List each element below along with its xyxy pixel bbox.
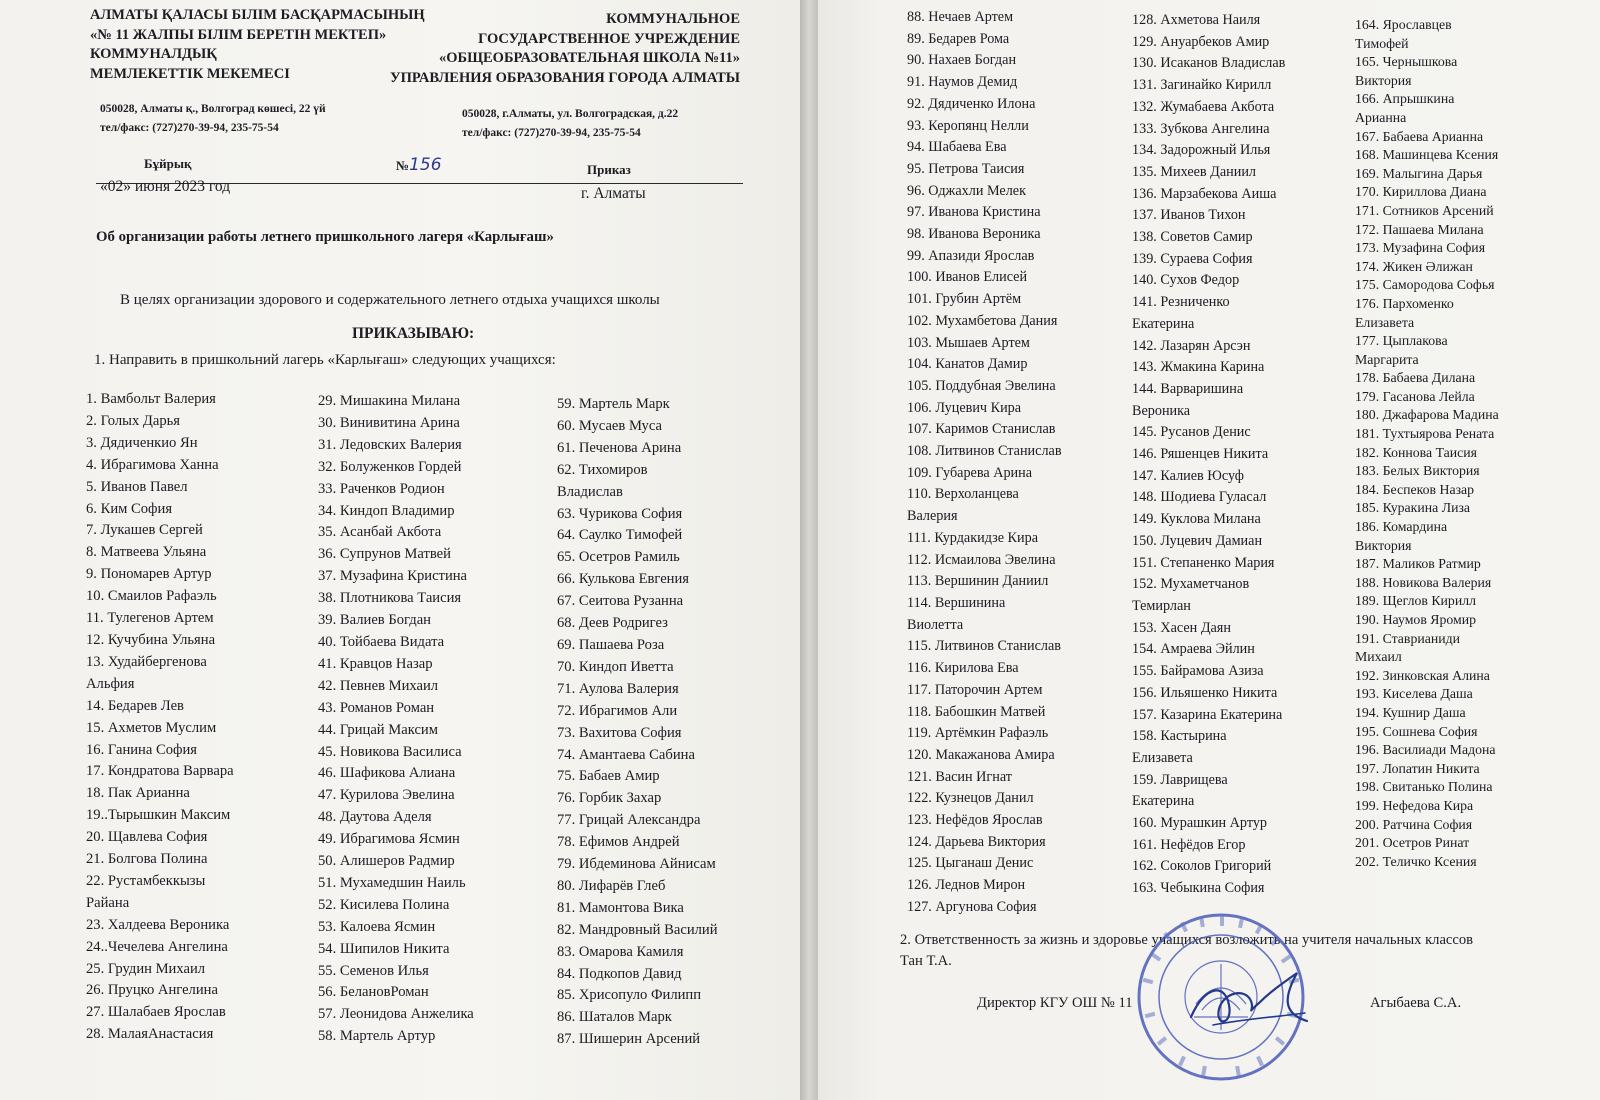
student-list-item: 82. Мандровный Василий [557,921,718,938]
student-list-item: Владислав [557,483,623,500]
student-list-item: 187. Маликов Ратмир [1355,556,1481,572]
student-list-item: 165. Чернышкова [1355,54,1458,70]
student-list-item: 161. Нефёдов Егор [1132,836,1246,853]
student-list-item: 90. Нахаев Богдан [907,52,1017,69]
student-list-item: 94. Шабаева Ева [907,139,1007,156]
student-list-item: 99. Апазиди Ярослав [907,247,1035,264]
student-list-item: 63. Чурикова София [557,505,683,522]
student-list-item: 125. Цыганаш Денис [907,855,1034,872]
student-list-item: 123. Нефёдов Ярослав [907,812,1043,829]
student-list-item: 170. Кириллова Диана [1355,184,1487,200]
student-list-item: 49. Ибрагимова Ясмин [318,831,460,848]
order-preamble: В целях организации здорового и содержательного летнего отдыха учащихся школы [120,292,660,308]
student-list-item: 87. Шишерин Арсений [557,1031,701,1048]
student-list-item: 157. Казарина Екатерина [1132,706,1283,723]
header-kz-line: МЕМЛЕКЕТТІК МЕКЕМЕСІ [90,65,290,82]
student-list-item: 156. Ильяшенко Никита [1132,684,1278,701]
student-list-item: 180. Джафарова Мадина [1355,407,1499,423]
student-list-item: 7. Лукашев Сергей [86,522,203,539]
order-city: г. Алматы [581,185,646,202]
student-list-item: 55. Семенов Илья [318,962,429,979]
student-list-item: 179. Гасанова Лейла [1355,388,1475,404]
student-list-item: 98. Иванова Вероника [907,226,1041,243]
student-list-item: 182. Коннова Таисия [1355,444,1478,460]
student-list-item: 107. Каримов Станислав [907,421,1056,438]
student-list-item: 160. Мурашкин Артур [1132,815,1268,832]
student-list-item: 201. Осетров Ринат [1355,835,1470,851]
student-list-item: 21. Болгова Полина [86,851,208,868]
number-sign: № [396,158,410,173]
page-gutter [800,0,818,1100]
student-list-item: 74. Амантаева Сабина [557,746,695,763]
student-list-item: 169. Малыгина Дарья [1355,165,1483,181]
student-list-item: 6. Ким София [86,500,173,517]
student-list-item: 151. Степаненко Мария [1132,554,1275,571]
student-list-item: 139. Сураева София [1132,250,1253,267]
student-column-4 [907,7,1062,919]
student-list-item: 69. Пашаева Роза [557,636,665,653]
student-list-item: 5. Иванов Павел [86,478,188,495]
student-list-item: 120. Макажанова Амира [907,746,1055,763]
student-list-item: 27. Шалабаев Ярослав [86,1004,226,1021]
student-list-item: 145. Русанов Денис [1132,424,1251,441]
student-list-item: 48. Даутова Аделя [318,809,432,826]
student-list-item: 178. Бабаева Дилана [1355,370,1476,386]
order-item-2-line: Тан Т.А. [900,953,952,969]
student-list-item: 83. Омарова Камиля [557,943,684,960]
student-list-item: 142. Лазарян Арсэн [1132,337,1251,354]
student-list-item: 144. Варваришина [1132,380,1244,397]
student-list-item: Виктория [1355,72,1412,88]
student-list-item: 132. Жумабаева Акбота [1132,98,1275,115]
address-ru-line: 050028, г.Алматы, ул. Волгоградская, д.22 [462,108,679,120]
student-list-item: 46. Шафикова Алиана [318,765,456,782]
order-title: Об организации работы летнего пришкольного лагеря «Карлығаш» [96,229,554,245]
student-list-item: Маргарита [1355,351,1419,367]
student-list-item: 174. Жикен Әлижан [1355,258,1473,274]
student-list-item: 2. Голых Дарья [86,412,180,429]
student-list-item: Елизавета [1132,749,1193,766]
student-list-item: 3. Дядиченкио Ян [86,434,198,451]
header-ru [360,10,740,88]
student-list-item: 101. Грубин Артём [907,291,1022,308]
student-list-item: 188. Новикова Валерия [1355,574,1492,590]
student-list-item: 59. Мартель Марк [557,396,670,412]
student-list-item: 109. Губарева Арина [907,464,1033,481]
student-list-item: 62. Тихомиров [557,461,648,478]
student-list-item: 22. Рустамбеккызы [86,872,206,889]
student-list-item: 184. Беспеков Назар [1355,481,1475,497]
student-list-item: 28. МалаяАнастасия [86,1026,214,1043]
student-list-item: 195. Сошнева София [1355,723,1478,739]
student-list-item: 116. Кирилова Ева [907,660,1019,677]
student-list-item: 199. Нефедова Кира [1355,797,1474,813]
order-label-kz: Бұйрық [144,156,192,171]
student-list-item: 115. Литвинов Станислав [907,638,1061,655]
student-list-item: 25. Грудин Михаил [86,960,206,977]
student-list-item: 104. Канатов Дамир [907,356,1028,373]
student-list-item: 133. Зубкова Ангелина [1132,120,1270,137]
student-list-item: 66. Кулькова Евгения [557,571,689,588]
student-list-item: 129. Ануарбеков Амир [1132,33,1270,50]
student-list-item: Елизавета [1355,314,1415,330]
student-list-item: Виолетта [907,616,964,633]
student-list-item: 58. Мартель Артур [318,1028,436,1045]
student-list-item: 24..Чечелева Ангелина [86,938,228,955]
student-list-item: 134. Задорожный Илья [1132,142,1271,159]
student-list-item: 12. Кучубина Ульяна [86,631,216,648]
student-list-item: 79. Ибдеминова Айнисам [557,856,716,873]
student-list-item: 118. Бабошкин Матвей [907,703,1046,720]
student-list-item: 196. Василиади Мадона [1355,742,1496,758]
student-list-item: 10. Смаилов Рафаэль [86,588,217,605]
student-list-item: 177. Цыплакова [1355,333,1448,349]
student-list-item: 122. Кузнецов Данил [907,790,1034,807]
student-list-item: 171. Сотников Арсений [1355,202,1494,218]
student-list-item: 166. Апрышкина [1355,91,1455,107]
student-list-item: 65. Осетров Рамиль [557,549,680,566]
student-list-item: 153. Хасен Даян [1132,619,1231,636]
student-list-item: 110. Верхоланцева [907,486,1019,503]
student-column-1 [86,389,234,1046]
student-list-item: 8. Матвеева Ульяна [86,544,207,561]
student-list-item: 73. Вахитова София [557,724,682,741]
student-list-item: 51. Мухамедшин Наиль [318,874,466,891]
student-list-item: 11. Тулегенов Артем [86,610,214,627]
order-command: ПРИКАЗЫВАЮ: [352,325,475,342]
student-list-item: 185. Куракина Лиза [1355,500,1471,516]
student-list-item: 149. Куклова Милана [1132,511,1261,528]
student-list-item: 75. Бабаев Амир [557,768,660,785]
director-label: Директор КГУ ОШ № 11 [977,995,1133,1011]
student-list-item: 119. Артёмкин Рафаэль [907,725,1049,742]
header-ru-line: УПРАВЛЕНИЯ ОБРАЗОВАНИЯ ГОРОДА АЛМАТЫ [389,69,740,86]
student-list-item: 158. Кастырина [1132,728,1227,745]
student-list-item: 100. Иванов Елисей [907,269,1028,286]
student-list-item: Валерия [907,508,958,525]
student-list-item: 14. Бедарев Лев [86,697,184,714]
student-list-item: 190. Наумов Яромир [1355,612,1477,627]
student-column-6 [1355,16,1499,871]
student-list-item: 150. Луцевич Дамиан [1132,532,1263,549]
student-list-item: 15. Ахметов Муслим [86,719,217,736]
student-list-item: 168. Машинцева Ксения [1355,147,1499,163]
student-list-item: 173. Музафина София [1355,240,1486,256]
student-list-item: 114. Вершинина [907,594,1006,611]
order-item-2-line: 2. Ответственность за жизнь и здоровье учащихся возложить на учителя начальных классов [900,932,1474,948]
student-list-item: 176. Пархоменко [1355,295,1454,311]
student-list-item: 117. Паторочин Артем [907,681,1043,698]
student-list-item: 33. Раченков Родион [318,480,445,497]
order-number [396,155,442,175]
student-list-item: 38. Плотникова Таисия [318,590,462,607]
student-list-item: 37. Музафина Кристина [318,568,468,585]
student-list-item: 30. Винивитина Арина [318,414,460,431]
header-kz-line: «№ 11 ЖАЛПЫ БІЛІМ БЕРЕТІН МЕКТЕП» [90,26,387,43]
student-list-item: 137. Иванов Тихон [1132,207,1246,224]
student-list-item: 121. Васин Игнат [907,768,1012,785]
student-list-item: 23. Халдеева Вероника [86,916,230,933]
header-ru-line: ГОСУДАРСТВЕННОЕ УЧРЕЖДЕНИЕ [478,30,740,47]
student-list-item: 84. Подкопов Давид [557,965,682,982]
student-list-item: 41. Кравцов Назар [318,655,433,672]
student-list-item: 45. Новикова Василиса [318,743,462,760]
student-list-item: 113. Вершинин Даниил [907,573,1049,590]
header-ru-line: КОММУНАЛЬНОЕ [606,11,740,27]
student-list-item: 92. Дядиченко Илона [907,95,1036,112]
director-signature [1185,965,1315,1035]
student-list-item: 13. Худайбергенова [86,653,207,670]
student-list-item: 76. Горбик Захар [557,790,662,807]
student-list-item: 167. Бабаева Арианна [1355,128,1484,144]
student-list-item: 189. Щеглов Кирилл [1355,593,1476,609]
header-kz-line: АЛМАТЫ ҚАЛАСЫ БІЛІМ БАСҚАРМАСЫНЫҢ [90,7,425,23]
student-list-item: 89. Бедарев Рома [907,30,1010,47]
student-list-item: 71. Аулова Валерия [557,680,679,697]
student-list-item: 40. Тойбаева Видата [318,633,445,650]
student-list-item: 39. Валиев Богдан [318,612,431,629]
student-list-item: 42. Певнев Михаил [318,677,439,694]
student-list-item: 4. Ибрагимова Ханна [86,456,219,473]
order-label-ru: Приказ [587,162,631,177]
student-list-item: 124. Дарьева Виктория [907,833,1046,850]
student-list-item: 78. Ефимов Андрей [557,834,680,851]
student-list-item: 91. Наумов Демид [907,74,1018,91]
student-list-item: Екатерина [1132,793,1195,810]
student-list-item: 36. Супрунов Матвей [318,546,451,563]
student-list-item: 111. Курдакидзе Кира [907,529,1039,546]
student-list-item: 131. Загинайко Кирилл [1132,77,1272,94]
student-list-item: Тимофей [1355,35,1409,51]
student-list-item: 43. Романов Роман [318,699,435,716]
student-list-item: 64. Саулко Тимофей [557,527,683,544]
student-list-item: 193. Киселева Даша [1355,686,1473,702]
student-list-item: 140. Сухов Федор [1132,272,1240,289]
student-list-item: 183. Белых Виктория [1355,463,1480,479]
director-name: Агыбаева С.А. [1370,995,1462,1011]
student-list-item: 162. Соколов Григорий [1132,858,1272,875]
student-list-item: 17. Кондратова Варвара [86,763,234,780]
student-list-item: Райана [86,894,130,911]
student-list-item: 93. Керопянц Нелли [907,117,1029,134]
student-list-item: 136. Марзабекова Аиша [1132,185,1277,202]
student-list-item: 54. Шипилов Никита [318,940,450,957]
header-kz-line: КОММУНАЛДЫҚ [90,46,217,62]
address-ru [462,105,678,143]
student-list-item: 192. Зинковская Алина [1355,667,1490,683]
student-list-item: 18. Пак Арианна [86,785,190,802]
student-list-item: 127. Аргунова София [907,898,1037,915]
student-list-item: Темирлан [1132,597,1191,614]
student-list-item: 138. Советов Самир [1132,229,1253,246]
student-list-item: 202. Теличко Ксения [1355,853,1477,869]
address-kz-line: 050028, Алматы қ., Волгоград көшесі, 22 үй [100,103,326,115]
student-list-item: 56. БелановРоман [318,984,429,1001]
student-list-item: 32. Болуженков Гордей [318,458,462,475]
student-list-item: 57. Леонидова Анжелика [318,1006,474,1023]
student-list-item: 9. Пономарев Артур [86,566,212,583]
student-list-item: 35. Асанбай Акбота [318,524,442,541]
student-list-item: Альфия [86,675,135,692]
student-list-item: 70. Киндоп Иветта [557,658,674,675]
student-list-item: 155. Байрамова Азиза [1132,663,1264,680]
student-list-item: 1. Вамбольт Валерия [86,391,216,407]
student-list-item: 141. Резниченко [1132,294,1230,311]
student-list-item: 164. Ярославцев [1355,17,1452,32]
student-list-item: 68. Деев Родригез [557,615,668,632]
student-list-item: 103. Мышаев Артем [907,334,1030,351]
student-list-item: 86. Шаталов Марк [557,1009,672,1026]
student-list-item: 31. Ледовских Валерия [318,436,462,453]
student-list-item: 61. Печенова Арина [557,439,682,456]
student-list-item: 163. Чебыкина София [1132,880,1265,897]
student-list-item: 50. Алишеров Радмир [318,853,455,870]
student-list-item: 135. Михеев Даниил [1132,163,1256,180]
student-list-item: 198. Свитанько Полина [1355,779,1493,795]
address-ru-line: тел/факс: (727)270-39-94, 235-75-54 [462,127,641,139]
student-column-2 [318,391,474,1048]
student-list-item: 172. Пашаева Милана [1355,221,1484,237]
student-list-item: 181. Тухтыярова Рената [1355,426,1495,442]
student-column-3 [557,394,718,1051]
handwritten-number: 156 [409,155,442,175]
student-list-item: 191. Ставрианиди [1355,630,1461,646]
student-list-item: 81. Мамонтова Вика [557,899,684,916]
student-list-item: 200. Ратчина София [1355,816,1473,832]
student-list-item: 95. Петрова Таисия [907,160,1025,177]
student-list-item: 80. Лифарёв Глеб [557,877,666,894]
student-list-item: 175. Самородова Софья [1355,277,1495,293]
student-list-item: 77. Грицай Александра [557,812,701,829]
student-list-item: Виктория [1355,537,1412,553]
student-list-item: 186. Комардина [1355,519,1448,535]
student-list-item: 108. Литвинов Станислав [907,443,1062,460]
student-list-item: 112. Исмаилова Эвелина [907,551,1056,568]
student-list-item: 102. Мухамбетова Дания [907,312,1058,329]
student-list-item: 130. Исаканов Владислав [1132,55,1286,72]
student-list-item: 105. Поддубная Эвелина [907,377,1056,394]
student-list-item: 16. Ганина София [86,741,198,758]
student-list-item: 154. Амраева Эйлин [1132,641,1255,658]
student-list-item: 159. Лаврищева [1132,771,1228,788]
student-list-item: Вероника [1132,402,1191,419]
student-list-item: 34. Киндоп Владимир [318,502,455,519]
order-item-1: 1. Направить в пришкольний лагерь «Карлығаш» следующих учащихся: [94,352,556,368]
student-list-item: 147. Калиев Юсуф [1132,467,1244,484]
student-list-item: 85. Хрисопуло Филипп [557,987,702,1004]
student-column-5 [1132,10,1285,900]
student-list-item: Екатерина [1132,315,1195,332]
student-list-item: 148. Шодиева Гуласал [1132,489,1267,506]
student-list-item: 88. Нечаев Артем [907,9,1014,25]
student-list-item: 143. Жмакина Карина [1132,359,1265,376]
student-list-item: 67. Сеитова Рузанна [557,593,684,610]
student-list-item: 72. Ибрагимов Али [557,702,678,719]
student-list-item: 97. Иванова Кристина [907,204,1041,221]
student-list-item: 126. Леднов Мирон [907,877,1026,894]
student-list-item: 197. Лопатин Никита [1355,760,1480,776]
student-list-item: Михаил [1355,649,1402,665]
student-list-item: 19..Тырышкин Максим [86,807,231,824]
student-list-item: 47. Курилова Эвелина [318,787,455,804]
student-list-item: 106. Луцевич Кира [907,399,1022,416]
student-list-item: 44. Грицай Максим [318,721,438,738]
order-date: «02» июня 2023 год [100,178,231,195]
student-list-item: 146. Ряшенцев Никита [1132,446,1269,463]
student-list-item: 52. Кисилева Полина [318,896,450,913]
student-list-item: 152. Мухаметчанов [1132,576,1250,593]
address-kz-line: тел/факс: (727)270-39-94, 235-75-54 [100,122,279,134]
student-list-item: 96. Оджахли Мелек [907,182,1026,199]
student-list-item: 26. Пруцко Ангелина [86,982,218,999]
student-list-item: 53. Калоева Ясмин [318,918,436,935]
student-list-item: 194. Кушнир Даша [1355,704,1466,720]
header-ru-line: «ОБЩЕОБРАЗОВАТЕЛЬНАЯ ШКОЛА №11» [438,50,740,66]
student-list-item: 29. Мишакина Милана [318,393,461,409]
student-list-item: 60. Мусаев Муса [557,417,662,434]
student-list-item: 128. Ахметова Наиля [1132,12,1261,28]
address-kz [100,100,326,138]
student-list-item: Арианна [1355,109,1407,125]
student-list-item: 20. Щавлева София [86,829,208,846]
